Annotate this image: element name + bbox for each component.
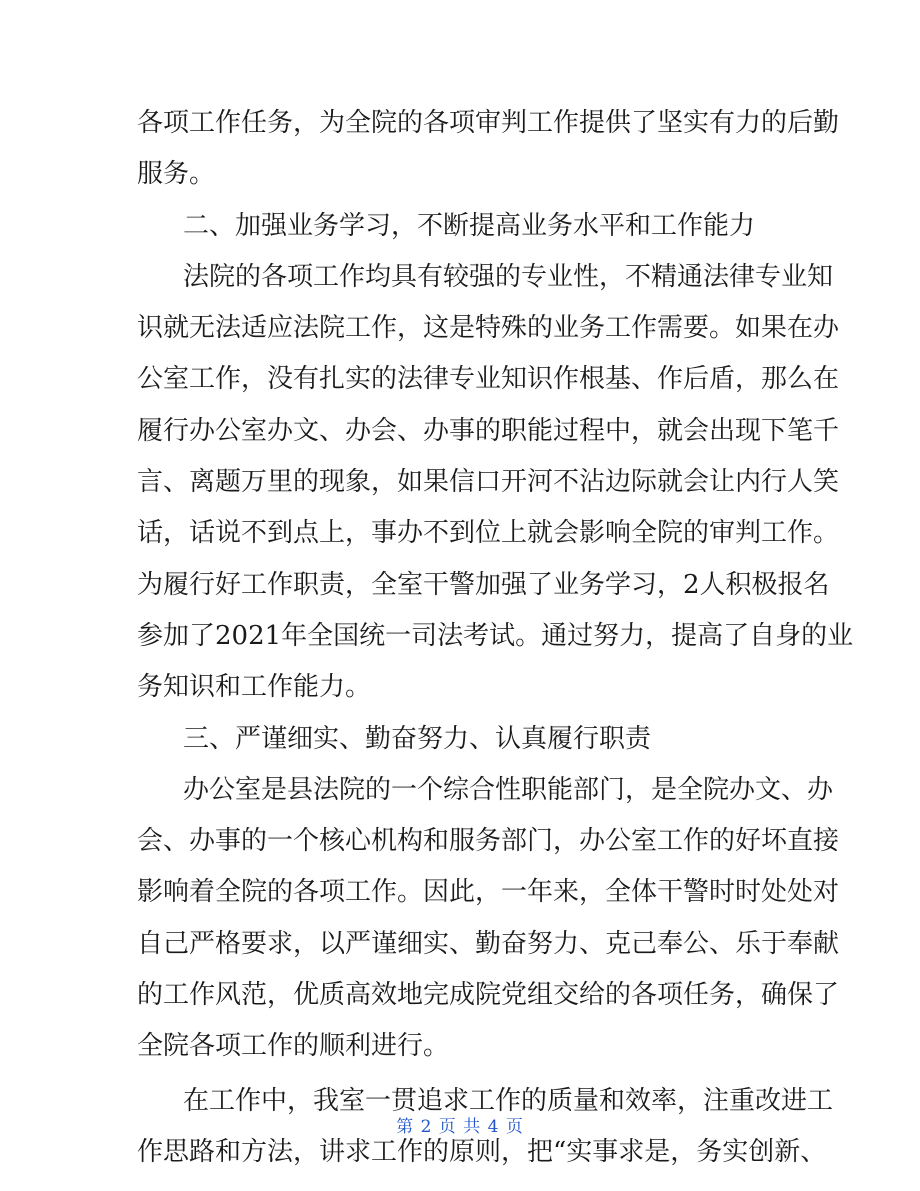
text-line: 为履行好工作职责，全室干警加强了业务学习，2人积极报名 bbox=[137, 569, 830, 600]
text-line: 言、离题万里的现象，如果信口开河不沾边际就会让内行人笑 bbox=[137, 467, 840, 498]
text-line: 办公室是县法院的一个综合性职能部门，是全院办文、办 bbox=[183, 774, 834, 805]
text-line: 话，话说不到点上，事办不到位上就会影响全院的审判工作。 bbox=[137, 518, 840, 549]
text-line: 识就无法适应法院工作，这是特殊的业务工作需要。如果在办 bbox=[137, 313, 840, 344]
document-body bbox=[137, 98, 854, 1178]
section-heading: 三、严谨细实、勤奋努力、认真履行职责 bbox=[183, 723, 652, 754]
text-line: 影响着全院的各项工作。因此，一年来，全体干警时时处处对 bbox=[137, 877, 840, 908]
text-line: 作思路和方法，讲求工作的原则，把“实事求是，务实创新、 bbox=[137, 1136, 827, 1167]
text-line: 参加了2021年全国统一司法考试。通过努力，提高了自身的业 bbox=[137, 620, 854, 651]
text-line: 全院各项工作的顺利进行。 bbox=[137, 1031, 450, 1062]
text-line: 履行办公室办文、办会、办事的职能过程中，就会出现下笔千 bbox=[137, 415, 840, 446]
section-heading: 二、加强业务学习，不断提高业务水平和工作能力 bbox=[183, 210, 756, 241]
text-line: 的工作风范，优质高效地完成院党组交给的各项任务，确保了 bbox=[137, 980, 840, 1011]
text-line: 会、办事的一个核心机构和服务部门，办公室工作的好坏直接 bbox=[137, 826, 840, 857]
text-line: 自己严格要求，以严谨细实、勤奋努力、克己奉公、乐于奉献 bbox=[137, 928, 840, 959]
text-line: 各项工作任务，为全院的各项审判工作提供了坚实有力的后勤 bbox=[137, 108, 840, 138]
text-line: 务知识和工作能力。 bbox=[137, 672, 372, 703]
text-line: 公室工作，没有扎实的法律专业知识作根基、作后盾，那么在 bbox=[137, 364, 840, 395]
text-line: 法院的各项工作均具有较强的专业性，不精通法律专业知 bbox=[183, 261, 834, 292]
page-number-footer: 第 2 页 共 4 页 bbox=[396, 1117, 524, 1137]
text-line: 服务。 bbox=[137, 159, 216, 190]
text-line: 在工作中，我室一贯追求工作的质量和效率，注重改进工 bbox=[183, 1085, 834, 1116]
